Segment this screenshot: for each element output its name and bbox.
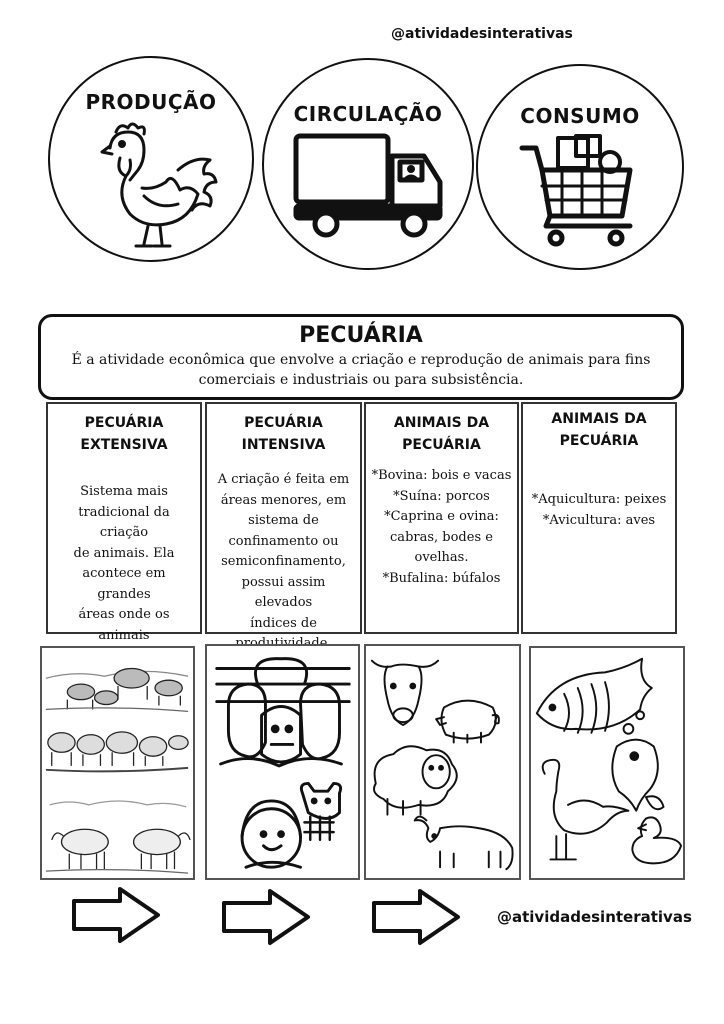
definition-title: PECUÁRIA [299,323,423,348]
definition-box [38,314,684,400]
circulation-circle [262,58,474,270]
shopping-cart-icon [518,134,638,252]
column-title-line: ANIMAIS DA [551,411,647,427]
column-animais-1 [364,402,519,634]
column-title-line: PECUÁRIA [559,433,639,449]
column-text-line: áreas onde os animais [78,607,170,643]
column-title-line: PECUÁRIA [402,437,481,453]
consumption-circle [476,64,684,270]
arrow-right-icon [70,885,162,945]
production-circle [48,56,254,262]
column-text-line: semiconfinamento, [221,554,346,569]
column-text-line: possui assim elevados [241,574,326,610]
column-text-line: *Avicultura: aves [542,512,656,528]
column-text-line: tradicional da criação [78,504,170,540]
column-text-line: A criação é feita em [217,472,350,487]
column-text-line: confinamento ou [228,533,339,549]
hen-icon [98,118,218,250]
column-text-line: índices de [250,615,317,631]
arrow-right-icon [220,887,312,947]
column-text-line: áreas menores, em [220,492,347,508]
definition-text: É a atividade econômica que envolve a criação e reprodução de animais para fins comerciais e industriais ou para subsistência. [71,352,651,388]
confined-cattle-illustration [205,644,360,880]
column-title-line: EXTENSIVA [80,437,168,453]
column-text-line: sistema de [248,513,319,528]
circulation-title: CIRCULAÇÃO [293,102,443,126]
handle-bottom: @atividadesinterativas [497,908,692,926]
column-text-line: *Bufalina: búfalos [382,570,501,586]
column-title-line: ANIMAIS DA [393,415,490,431]
column-text-line: *Caprina e ovina: [384,509,499,524]
column-text-line: Sistema mais [80,484,168,499]
column-text-line: *Aquicultura: peixes [531,492,667,507]
column-title-line: INTENSIVA [241,437,326,453]
consumption-title: CONSUMO [520,104,640,128]
truck-icon [292,132,448,242]
farm-animals-illustration [364,644,521,880]
column-text-line: acontece em grandes [82,566,166,602]
column-extensiva [46,402,202,643]
column-intensiva [205,402,362,634]
column-text-line: cabras, bodes e ovelhas. [390,529,493,565]
column-title-line: PECUÁRIA [244,415,323,431]
column-title-line: PECUÁRIA [84,415,164,431]
column-text-line: *Suína: porcos [393,488,490,504]
column-text-line: de animais. Ela [73,545,175,561]
arrow-right-icon [370,887,462,947]
handle-top: @atividadesinterativas [391,26,573,42]
herd-grazing-illustration [40,646,195,880]
column-text-line: *Bovina: bois e vacas [371,468,512,483]
fish-and-birds-illustration [529,646,685,880]
production-title: PRODUÇÃO [85,90,217,114]
column-animais-2 [521,402,677,634]
